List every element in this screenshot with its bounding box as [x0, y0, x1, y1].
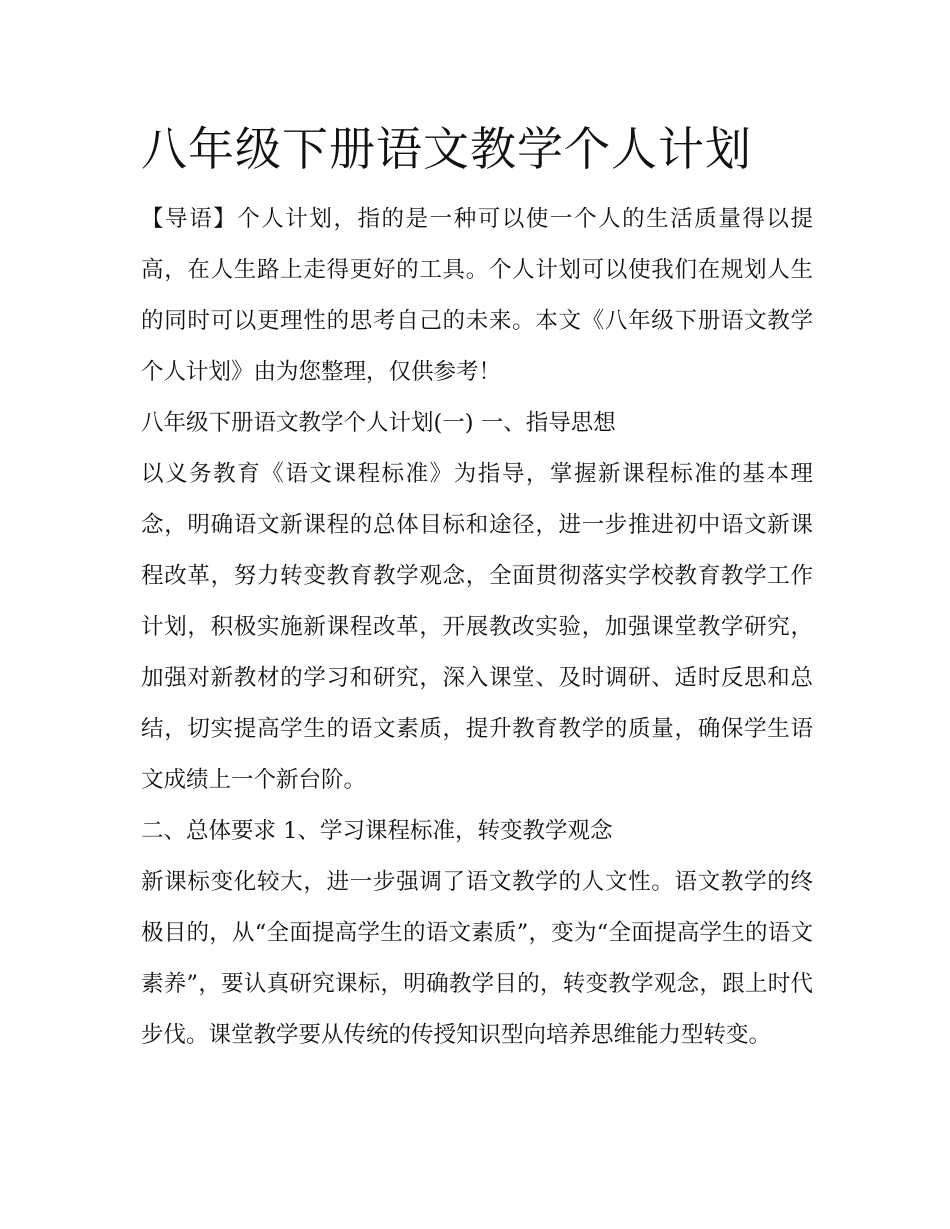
intro-paragraph: 【导语】个人计划，指的是一种可以使一个人的生活质量得以提高，在人生路上走得更好的工具。个人计划可以使我们在规划人生的同时可以更理性的思考自己的未来。本文《八年级下册语文教学个人计划》由为您整理，仅供参考！ [141, 206, 813, 385]
document-content [141, 118, 813, 1061]
document-title: 八年级下册语文教学个人计划 [141, 122, 752, 176]
document-body [141, 194, 813, 1061]
section-heading-guiding-ideology: 八年级下册语文教学个人计划(一) 一、指导思想 [141, 410, 616, 436]
section-heading-general-requirements: 二、总体要求 1、学习课程标准，转变教学观念 [141, 818, 613, 844]
guiding-ideology-paragraph: 以义务教育《语文课程标准》为指导，掌握新课程标准的基本理念，明确语文新课程的总体目标和途径，进一步推进初中语文新课程改革，努力转变教育教学观念，全面贯彻落实学校教育教学工作计划，积极实施新课程改革，开展教改实验，加强课堂教学研究，加强对新教材的学习和研究，深入课堂、及时调研、适时反思和总结，切实提高学生的语文素质，提升教育教学的质量，确保学生语文成绩上一个新台阶。 [141, 461, 813, 793]
curriculum-standard-paragraph: 新课标变化较大，进一步强调了语文教学的人文性。语文教学的终极目的，从“全面提高学生的语文素质”，变为“全面提高学生的语文素养”，要认真研究课标，明确教学目的，转变教学观念，跟上时代步伐。课堂教学要从传统的传授知识型向培养思维能力型转变。 [141, 869, 813, 1048]
